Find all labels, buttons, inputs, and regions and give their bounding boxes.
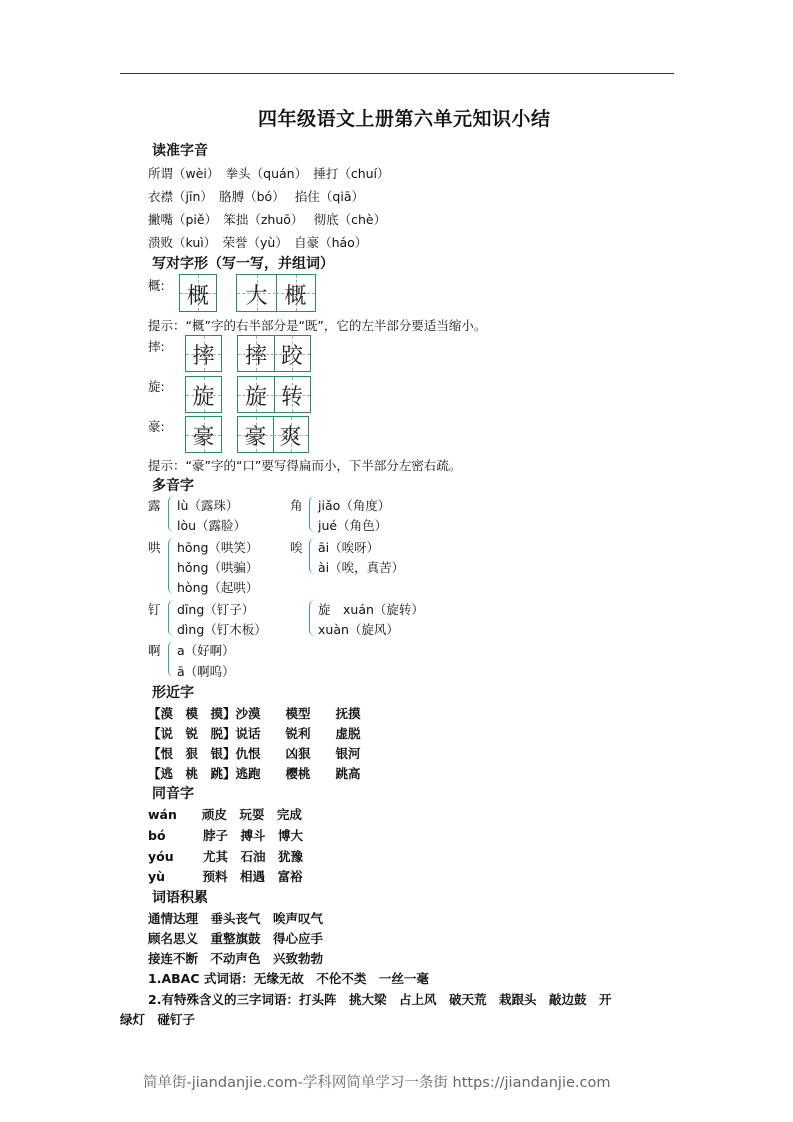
glyph-label-shuai: 摔: (148, 339, 165, 354)
glyph-label-xuan: 旋: (148, 379, 165, 394)
vocab-line: 顾名思义 重整旗鼓 得心应手 (148, 931, 324, 946)
section-heading-vocab: 词语积累 (152, 890, 208, 906)
glyph-label-hao: 豪: (148, 419, 165, 434)
writing-grid-single (185, 376, 222, 413)
polyphone-reading: jiǎo（角度） (318, 498, 391, 513)
pronunciation-line: 衣襟（jīn） 胳膊（bó） 掐住（qiā） (148, 189, 364, 204)
tip-text: 提示：“豪”字的“口”要写得扁而小，下半部分左密右疏。 (148, 458, 462, 473)
vocab-line: 2.有特殊含义的三字词语：打头阵 挑大梁 占上风 破天荒 栽跟头 敲边鼓 开 (148, 992, 612, 1007)
homophone-line: yù 预料 相遇 富裕 (148, 869, 303, 884)
homophone-line: yóu 尤其 石油 犹豫 (148, 849, 303, 864)
pronunciation-line: 撇嘴（piě） 笨拙（zhuō） 彻底（chè） (148, 212, 387, 227)
polyphone-reading: hòng（起哄） (177, 580, 259, 595)
writing-grid-double (237, 416, 309, 453)
polyphone-reading: dìng（钉木板） (177, 622, 267, 637)
similar-line: 【漠 模 摸】沙漠 模型 抚摸 (148, 706, 361, 721)
grid-character: 大 (245, 284, 268, 309)
vocab-line: 通情达理 垂头丧气 唉声叹气 (148, 911, 324, 926)
polyphone-reading: ài（唉，真苦） (318, 560, 405, 575)
grid-character: 摔 (244, 344, 267, 369)
grid-character: 旋 (244, 385, 267, 410)
brace-icon (168, 641, 174, 677)
section-heading-glyphs: 写对字形（写一写，并组词） (152, 256, 334, 272)
polyphone-reading: lù（露珠） (177, 498, 239, 513)
grid-character: 跤 (280, 344, 303, 369)
similar-line: 【逃 桃 跳】逃跑 樱桃 跳高 (148, 766, 361, 781)
brace-icon (168, 600, 174, 636)
brace-icon (309, 538, 315, 574)
brace-icon (168, 538, 174, 594)
polyphone-char: 露 (148, 498, 161, 513)
polyphone-reading: dīng（钉子） (177, 602, 255, 617)
glyph-label-gai: 概: (148, 278, 165, 293)
polyphone-reading: āi（唉呀） (318, 540, 380, 555)
writing-grid-single (179, 274, 217, 312)
pronunciation-line: 溃败（kuì） 荣誉（yù） 自豪（háo） (148, 235, 368, 250)
grid-character: 旋 (192, 385, 215, 410)
polyphone-reading: jué（角色） (318, 518, 388, 533)
grid-character: 转 (280, 385, 303, 410)
writing-grid-double (236, 274, 316, 312)
page-title: 四年级语文上册第六单元知识小结 (258, 108, 551, 130)
polyphone-char: 角 (290, 498, 303, 513)
similar-line: 【恨 狠 银】仇恨 凶狠 银河 (148, 746, 361, 761)
section-heading-homophones: 同音字 (152, 786, 194, 802)
vocab-line: 绿灯 碰钉子 (120, 1012, 196, 1027)
grid-character: 概 (284, 284, 307, 309)
header-rule (120, 73, 674, 74)
section-heading-pronunciation: 读准字音 (152, 143, 208, 159)
pronunciation-line: 所谓（wèi） 拳头（quán） 捶打（chuí） (148, 166, 390, 181)
writing-grid-single (185, 335, 222, 372)
grid-character: 摔 (192, 344, 215, 369)
similar-line: 【说 锐 脱】说话 锐利 虚脱 (148, 726, 361, 741)
grid-character: 豪 (192, 425, 215, 450)
polyphone-reading: hǒng（哄骗） (177, 560, 259, 575)
polyphone-char: 唉 (290, 540, 303, 555)
polyphone-reading: ā（啊呜） (177, 664, 235, 679)
polyphone-reading: hōng（哄笑） (177, 540, 259, 555)
writing-grid-single (185, 416, 222, 453)
polyphone-reading: 旋 xuán（旋转） (318, 602, 424, 617)
section-heading-similar: 形近字 (152, 685, 194, 701)
footer-watermark: 简单街-jiandanjie.com-学科网简单学习一条街 https://jiandanjie.com (143, 1075, 611, 1091)
vocab-line: 1.ABAC 式词语：无缘无故 不伦不类 一丝一毫 (148, 971, 429, 986)
tip-text: 提示：“概”字的右半部分是“既”，它的左半部分要适当缩小。 (148, 318, 487, 333)
polyphone-char: 钉 (148, 602, 161, 617)
polyphone-reading: a（好啊） (177, 643, 235, 658)
brace-icon (309, 496, 315, 532)
polyphone-reading: lòu（露脸） (177, 518, 247, 533)
brace-icon (309, 600, 315, 636)
grid-character: 爽 (279, 425, 302, 450)
polyphone-reading: xuàn（旋风） (318, 622, 399, 637)
writing-grid-double (237, 335, 311, 372)
homophone-line: wán 顽皮 玩耍 完成 (148, 807, 302, 822)
section-heading-polyphones: 多音字 (152, 478, 194, 494)
grid-character: 概 (186, 284, 209, 309)
homophone-line: bó 脖子 搏斗 博大 (148, 828, 304, 843)
brace-icon (168, 496, 174, 532)
polyphone-char: 哄 (148, 540, 161, 555)
writing-grid-double (237, 376, 311, 413)
vocab-line: 接连不断 不动声色 兴致勃勃 (148, 951, 324, 966)
grid-character: 豪 (244, 425, 267, 450)
polyphone-char: 啊 (148, 643, 161, 658)
